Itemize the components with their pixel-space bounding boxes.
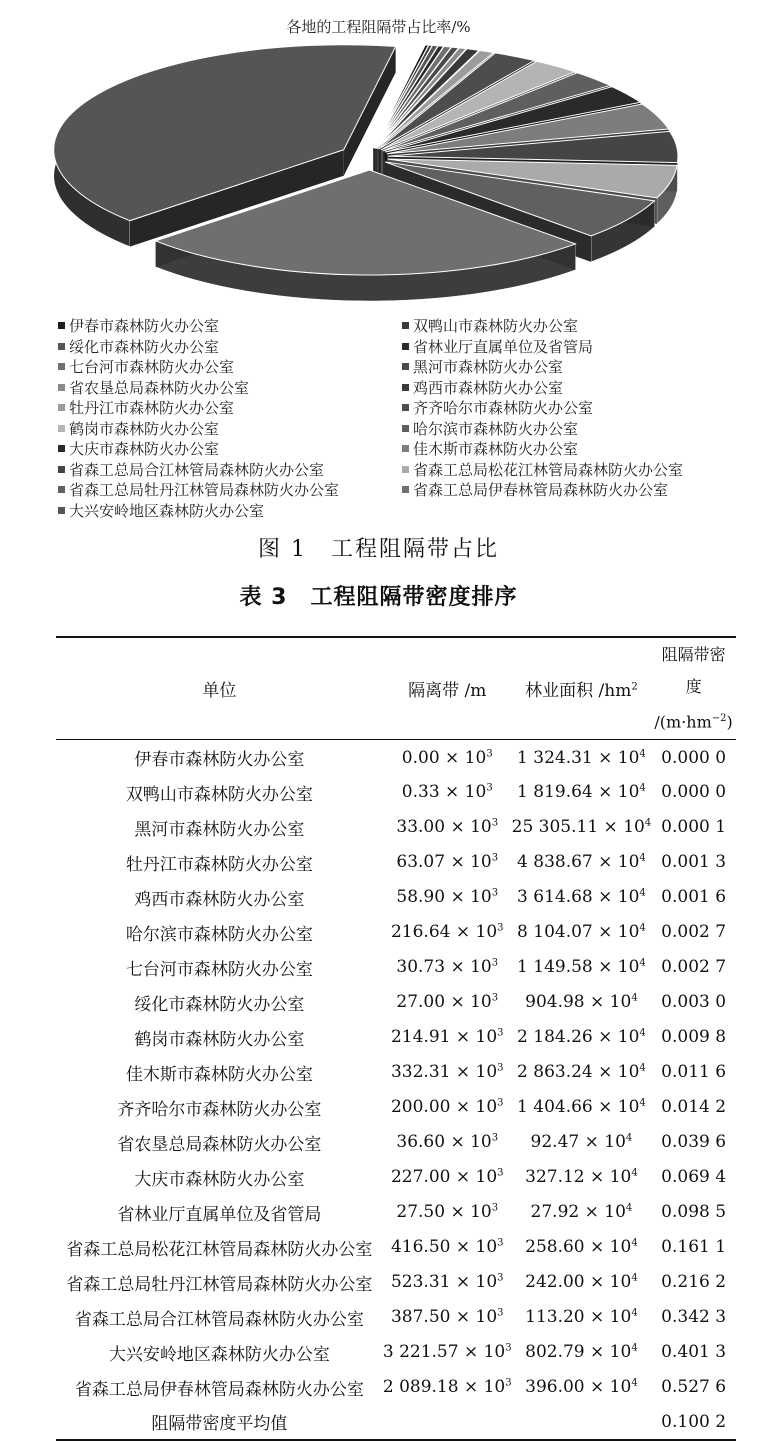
table-row <box>56 985 736 1020</box>
cell-belt: $416.50 \times 10^3$ <box>390 1237 504 1258</box>
cell-density: 0.001 6 <box>661 887 727 908</box>
table-row <box>56 1335 736 1370</box>
cell-area: $258.60 \times 10^4$ <box>525 1237 638 1258</box>
legend-label: 哈尔滨市森林防火办公室 <box>413 419 579 438</box>
legend-item <box>58 378 249 398</box>
legend-label: 省森工总局牡丹江林管局森林防火办公室 <box>69 481 340 499</box>
cell-belt: $387.50 \times 10^3$ <box>390 1307 504 1328</box>
legend-label: 省森工总局合江林管局森林防火办公室 <box>69 460 325 479</box>
cell-belt: $332.31 \times 10^3$ <box>390 1062 504 1083</box>
legend-item <box>58 337 219 357</box>
legend-swatch <box>58 466 65 473</box>
cell-area: $802.79 \times 10^4$ <box>525 1342 638 1363</box>
cell-density: 0.011 6 <box>661 1062 727 1083</box>
legend-label: 双鸭山市森林防火办公室 <box>413 317 579 335</box>
cell-density: 0.009 8 <box>661 1027 727 1048</box>
table-row <box>56 1125 736 1160</box>
legend-label: 绥化市森林防火办公室 <box>69 337 220 356</box>
table-row <box>56 915 736 950</box>
cell-belt: $0.33 \times 10^3$ <box>401 782 493 803</box>
legend-item <box>402 398 593 418</box>
cell-density: 0.000 1 <box>661 817 727 838</box>
cell-unit: 绥化市森林防火办公室 <box>134 994 305 1015</box>
legend-swatch <box>402 363 409 370</box>
table-row <box>56 775 736 810</box>
table-row <box>56 845 736 880</box>
table-row-average <box>56 1405 736 1440</box>
legend-swatch <box>58 404 65 411</box>
table-header-row <box>56 637 736 740</box>
cell-unit: 大兴安岭地区森林防火办公室 <box>108 1344 330 1365</box>
legend-swatch <box>58 425 65 432</box>
cell-unit: 鸡西市森林防火办公室 <box>134 889 305 910</box>
cell-belt: $214.91 \times 10^3$ <box>390 1027 504 1048</box>
cell-density: 0.069 4 <box>661 1167 727 1188</box>
cell-unit: 大庆市森林防火办公室 <box>134 1169 305 1190</box>
cell-density: 0.039 6 <box>661 1132 727 1153</box>
cell-area: 1 $324.31 \times 10^4$ <box>517 747 646 768</box>
legend-label: 省农垦总局森林防火办公室 <box>69 378 250 397</box>
legend-label: 大庆市森林防火办公室 <box>69 440 220 458</box>
cell-unit: 齐齐哈尔市森林防火办公室 <box>117 1099 322 1120</box>
cell-unit: 省森工总局合江林管局森林防火办公室 <box>74 1309 364 1330</box>
cell-density: 0.401 3 <box>661 1342 727 1363</box>
legend-item <box>402 460 683 480</box>
cell-unit: 省森工总局伊春林管局森林防火办公室 <box>74 1379 364 1400</box>
cell-area: $904.98 \times 10^4$ <box>525 992 638 1013</box>
cell-density: 0.161 1 <box>661 1237 727 1258</box>
cell-belt: 2 $089.18 \times 10^3$ <box>382 1377 512 1398</box>
cell-unit: 伊春市森林防火办公室 <box>134 750 305 771</box>
legend-label: 省森工总局松花江林管局森林防火办公室 <box>413 460 684 479</box>
cell-unit: 佳木斯市森林防火办公室 <box>125 1064 313 1085</box>
table-row <box>56 1300 736 1335</box>
cell-area: 4 $838.67 \times 10^4$ <box>517 852 646 873</box>
legend-label: 七台河市森林防火办公室 <box>69 358 235 376</box>
cell-density: 0.216 2 <box>661 1272 727 1293</box>
table-row <box>56 1230 736 1265</box>
legend-item <box>58 316 219 336</box>
cell-belt: $33.00 \times 10^3$ <box>396 817 499 838</box>
table-row <box>56 1195 736 1230</box>
cell-density: 0.000 0 <box>661 782 727 803</box>
table-caption: 表 3 工程阻隔带密度排序 <box>239 585 518 610</box>
cell-density: 0.000 0 <box>661 747 727 768</box>
cell-belt: 3 $221.57 \times 10^3$ <box>382 1342 512 1363</box>
table-row <box>56 740 736 775</box>
legend-item <box>58 501 264 521</box>
density-table <box>56 636 736 1441</box>
cell-area: 1 $404.66 \times 10^4$ <box>517 1097 646 1118</box>
header-unit: 单位 <box>202 681 237 702</box>
cell-density: 0.001 3 <box>661 852 727 873</box>
legend-label: 黑河市森林防火办公室 <box>413 358 564 376</box>
cell-belt: $27.50 \times 10^3$ <box>396 1202 499 1223</box>
legend-swatch <box>58 343 65 350</box>
legend-label: 牡丹江市森林防火办公室 <box>69 399 235 417</box>
header-density: 阻隔带密 度 $/(m\cdot hm^{-2})$ <box>654 645 733 732</box>
legend-swatch <box>58 384 65 391</box>
legend-item <box>58 398 234 418</box>
table-row <box>56 1020 736 1055</box>
legend-label: 鸡西市森林防火办公室 <box>413 378 564 397</box>
table-row <box>56 1370 736 1405</box>
table-row <box>56 1055 736 1090</box>
cell-area: 1 $149.58 \times 10^4$ <box>517 957 646 978</box>
cell-unit: 黑河市森林防火办公室 <box>134 819 305 840</box>
legend-item <box>402 357 563 377</box>
cell-unit: 省林业厅直属单位及省管局 <box>117 1204 322 1225</box>
legend-swatch <box>58 507 65 514</box>
cell-unit: 鹤岗市森林防火办公室 <box>134 1029 305 1050</box>
cell-unit: 牡丹江市森林防火办公室 <box>125 854 313 875</box>
cell-average-label: 阻隔带密度平均值 <box>151 1414 288 1435</box>
header-belt: 隔离带 /m <box>408 681 487 702</box>
figure-caption: 图 1 工程阻隔带占比 <box>258 537 499 562</box>
table-row <box>56 880 736 915</box>
legend-item <box>402 419 578 439</box>
cell-belt: $216.64 \times 10^3$ <box>390 922 504 943</box>
legend-item <box>402 378 563 398</box>
legend-item <box>402 439 578 459</box>
cell-belt: $0.00 \times 10^3$ <box>401 747 493 768</box>
cell-belt: $63.07 \times 10^3$ <box>396 852 499 873</box>
table-row <box>56 950 736 985</box>
cell-density: 0.002 7 <box>661 922 727 943</box>
legend-label: 鹤岗市森林防火办公室 <box>69 419 220 438</box>
cell-density: 0.002 7 <box>661 957 727 978</box>
legend-item <box>58 439 219 459</box>
table-body <box>56 740 736 1440</box>
legend-item <box>402 316 578 336</box>
legend-label: 伊春市森林防火办公室 <box>69 317 220 335</box>
cell-unit: 省森工总局牡丹江林管局森林防火办公室 <box>66 1274 373 1295</box>
legend-swatch <box>58 322 65 329</box>
cell-belt: $200.00 \times 10^3$ <box>390 1097 504 1118</box>
cell-density: 0.527 6 <box>661 1377 727 1398</box>
table-row <box>56 1265 736 1300</box>
table-row <box>56 1090 736 1125</box>
cell-empty <box>383 1405 512 1440</box>
legend-item <box>58 419 219 439</box>
legend-swatch <box>58 363 65 370</box>
legend-item <box>58 480 339 500</box>
cell-area: 25 $305.11 \times 10^4$ <box>511 817 652 838</box>
cell-area: 1 $819.64 \times 10^4$ <box>517 782 646 803</box>
legend-label: 省林业厅直属单位及省管局 <box>413 337 594 356</box>
legend-swatch <box>402 322 409 329</box>
cell-belt: $523.31 \times 10^3$ <box>390 1272 504 1293</box>
legend-swatch <box>402 486 409 493</box>
cell-unit: 双鸭山市森林防火办公室 <box>125 784 313 805</box>
cell-unit: 七台河市森林防火办公室 <box>125 959 313 980</box>
cell-area: $396.00 \times 10^4$ <box>525 1377 638 1398</box>
cell-belt: $227.00 \times 10^3$ <box>390 1167 504 1188</box>
cell-unit: 省农垦总局森林防火办公室 <box>117 1134 322 1155</box>
legend-swatch <box>58 486 65 493</box>
cell-area: $327.12 \times 10^4$ <box>525 1167 638 1188</box>
cell-area: $27.92 \times 10^4$ <box>530 1202 633 1223</box>
cell-density: 0.098 5 <box>661 1202 727 1223</box>
cell-density: 0.014 2 <box>661 1097 727 1118</box>
pie-chart <box>40 32 730 312</box>
legend-label: 大兴安岭地区森林防火办公室 <box>69 501 265 520</box>
legend-item <box>58 460 324 480</box>
legend-swatch <box>58 445 65 452</box>
legend-swatch <box>402 425 409 432</box>
cell-empty <box>512 1405 652 1440</box>
cell-belt: $36.60 \times 10^3$ <box>396 1132 499 1153</box>
legend-item <box>402 337 593 357</box>
header-area: 林业面积 $/hm^2$ <box>525 681 638 702</box>
cell-area: $113.20 \times 10^4$ <box>525 1307 638 1328</box>
cell-belt: $30.73 \times 10^3$ <box>396 957 499 978</box>
legend-swatch <box>402 343 409 350</box>
cell-area: 2 $184.26 \times 10^4$ <box>517 1027 646 1048</box>
cell-average-value: 0.100 2 <box>661 1411 727 1432</box>
legend-item <box>402 480 668 500</box>
cell-unit: 哈尔滨市森林防火办公室 <box>125 924 313 945</box>
cell-area: 2 $863.24 \times 10^4$ <box>517 1062 646 1083</box>
legend-swatch <box>402 404 409 411</box>
legend-label: 齐齐哈尔市森林防火办公室 <box>413 399 594 417</box>
table-row <box>56 810 736 845</box>
legend-item <box>58 357 234 377</box>
legend-swatch <box>402 384 409 391</box>
cell-density: 0.003 0 <box>661 992 727 1013</box>
cell-unit: 省森工总局松花江林管局森林防火办公室 <box>66 1239 373 1260</box>
table-row <box>56 1160 736 1195</box>
cell-density: 0.342 3 <box>661 1307 727 1328</box>
cell-area: 3 $614.68 \times 10^4$ <box>517 887 646 908</box>
legend-label: 省森工总局伊春林管局森林防火办公室 <box>413 481 669 499</box>
chart-title: 各地的工程阻隔带占比率/% <box>286 18 471 36</box>
legend-label: 佳木斯市森林防火办公室 <box>413 440 579 458</box>
cell-belt: $27.00 \times 10^3$ <box>396 992 499 1013</box>
legend-swatch <box>402 445 409 452</box>
cell-area: 8 $104.07 \times 10^4$ <box>517 922 646 943</box>
legend-swatch <box>402 466 409 473</box>
cell-area: $92.47 \times 10^4$ <box>530 1132 633 1153</box>
cell-area: $242.00 \times 10^4$ <box>525 1272 638 1293</box>
cell-belt: $58.90 \times 10^3$ <box>396 887 499 908</box>
